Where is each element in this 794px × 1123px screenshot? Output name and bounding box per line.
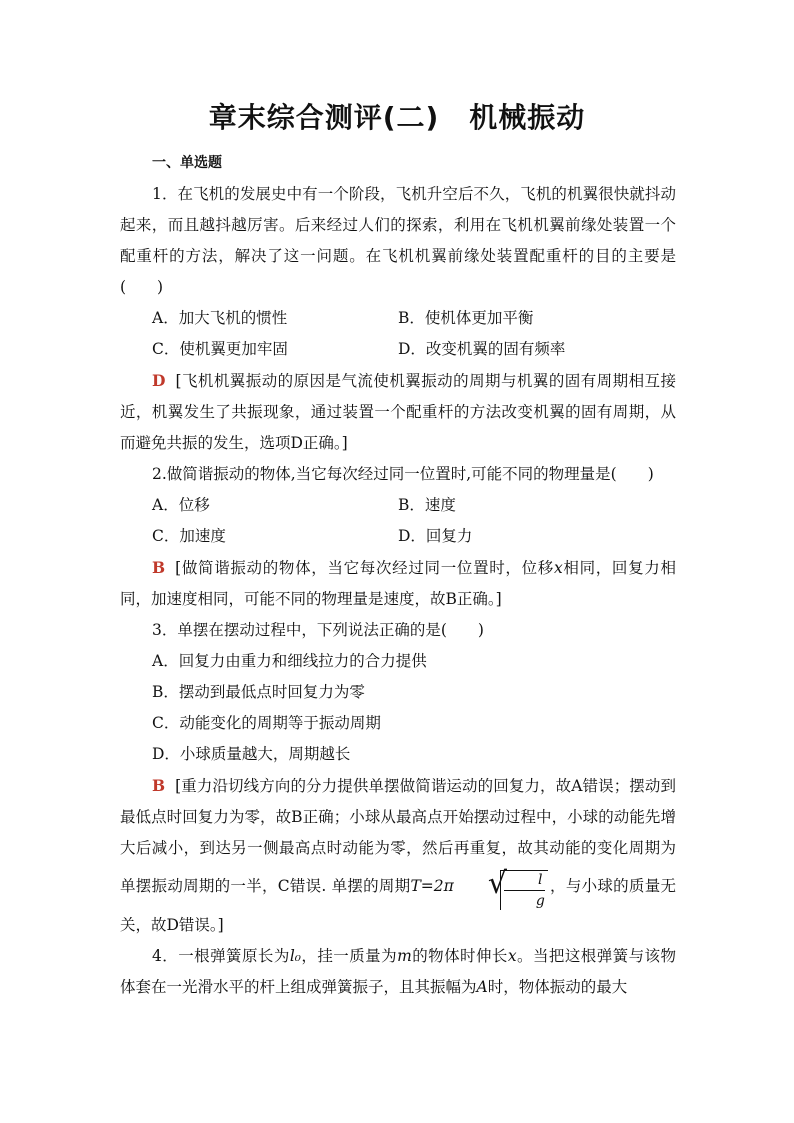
question-3-explanation-part-1: [重力沿切线方向的分力提供单摆做简谐运动的回复力，故A错误；摆动到最低点时回复力为零，故B正确；小球从最高点开始摆动过程中，小球的动能先增大后减小，到达另一侧最高点时动能为零，然后再重复，故其动能的变化周期为单摆振动周期的一半，C错误. 单摆的周期 [120,777,676,895]
question-2-answer: B [152,558,166,577]
question-2-options-row-1 [120,490,676,521]
question-4-text-4: 。当把这根弹簧与该物体套在一光滑水平的杆上组成弹簧振子，且其振幅为 [120,947,676,996]
question-4-var-A: A [476,978,488,996]
question-2-explanation-part-2: 相同，回复力相同，加速度相同，可能不同的物理量是速度，故B正确。] [120,559,676,608]
question-4-text-5: 时，物体振动的最大 [487,978,628,996]
question-2-option-a: A．位移 [152,496,210,514]
period-formula-lhs: T=2π [410,877,454,895]
question-4-var-m: m [397,947,412,965]
question-1-stem: 1．在飞机的发展史中有一个阶段，飞机升空后不久，飞机的机翼很快就抖动起来，而且越抖越厉害。后来经过人们的探索，利用在飞机机翼前缘处装置一个配重杆的方法，解决了这一问题。在飞机机翼前缘处装置配重杆的目的主要是( ) [120,185,676,296]
question-3-option-c: C．动能变化的周期等于振动周期 [152,714,381,732]
period-formula-fraction [500,870,548,910]
question-1-answer: D [152,371,166,390]
question-4-text-2: ，挂一质量为 [300,947,398,965]
title-main: 章末综合测评(二) [208,101,440,134]
question-3-explanation-part-2: ，与小球的质量无关，故D错误。] [120,877,676,934]
section-heading: 一、单选题 [152,155,222,171]
page-title [0,96,794,136]
question-1-option-b: B．使机体更加平衡 [398,309,534,327]
question-2-options-row-2 [120,521,676,552]
title-sub: 机械振动 [469,101,586,134]
question-4-text-1: 4．一根弹簧原长为 [152,947,290,965]
question-4-var-x: x [507,947,517,965]
question-3-answer: B [152,776,166,795]
question-3-option-b: B．摆动到最低点时回复力为零 [152,683,365,701]
question-1-solution [120,365,676,459]
question-3-option-a: A．回复力由重力和细线拉力的合力提供 [152,652,427,670]
question-1-option-a: A．加大飞机的惯性 [152,309,288,327]
question-1-option-d: D．改变机翼的固有频率 [398,340,566,358]
question-4-var-l0: l₀ [289,947,301,965]
formula-denominator: g [535,893,545,909]
question-1-option-c: C．使机翼更加牢固 [152,340,288,358]
period-formula-sqrt [456,864,548,910]
question-1-options-row-2 [120,334,676,365]
question-2-explanation-part-1: [做简谐振动的物体，当它每次经过同一位置时，位移 [175,559,554,577]
question-4-stem [120,941,676,1003]
question-2-solution [120,552,676,615]
question-4-text-3: 的物体时伸长 [411,947,508,965]
question-3-solution [120,770,676,941]
question-2-stem: 2.做简谐振动的物体,当它每次经过同一位置时,可能不同的物理量是( ) [152,465,654,483]
question-2-option-d: D．回复力 [398,527,473,545]
question-2-variable-x: x [553,559,563,577]
formula-numerator: l [538,872,543,888]
radical-sign-icon: √ [487,866,507,901]
question-3-option-d: D．小球质量越大，周期越长 [152,745,351,763]
document-body [120,148,676,1003]
question-1-options-row-1 [120,303,676,334]
question-3-stem: 3．单摆在摆动过程中，下列说法正确的是( ) [152,621,484,639]
question-1-explanation: [飞机机翼振动的原因是气流使机翼振动的周期与机翼的固有周期相互接近，机翼发生了共振现象，通过装置一个配重杆的方法改变机翼的固有周期，从而避免共振的发生，选项D正确。] [120,372,676,452]
question-2-option-b: B．速度 [398,496,456,514]
question-2-option-c: C．加速度 [152,527,226,545]
